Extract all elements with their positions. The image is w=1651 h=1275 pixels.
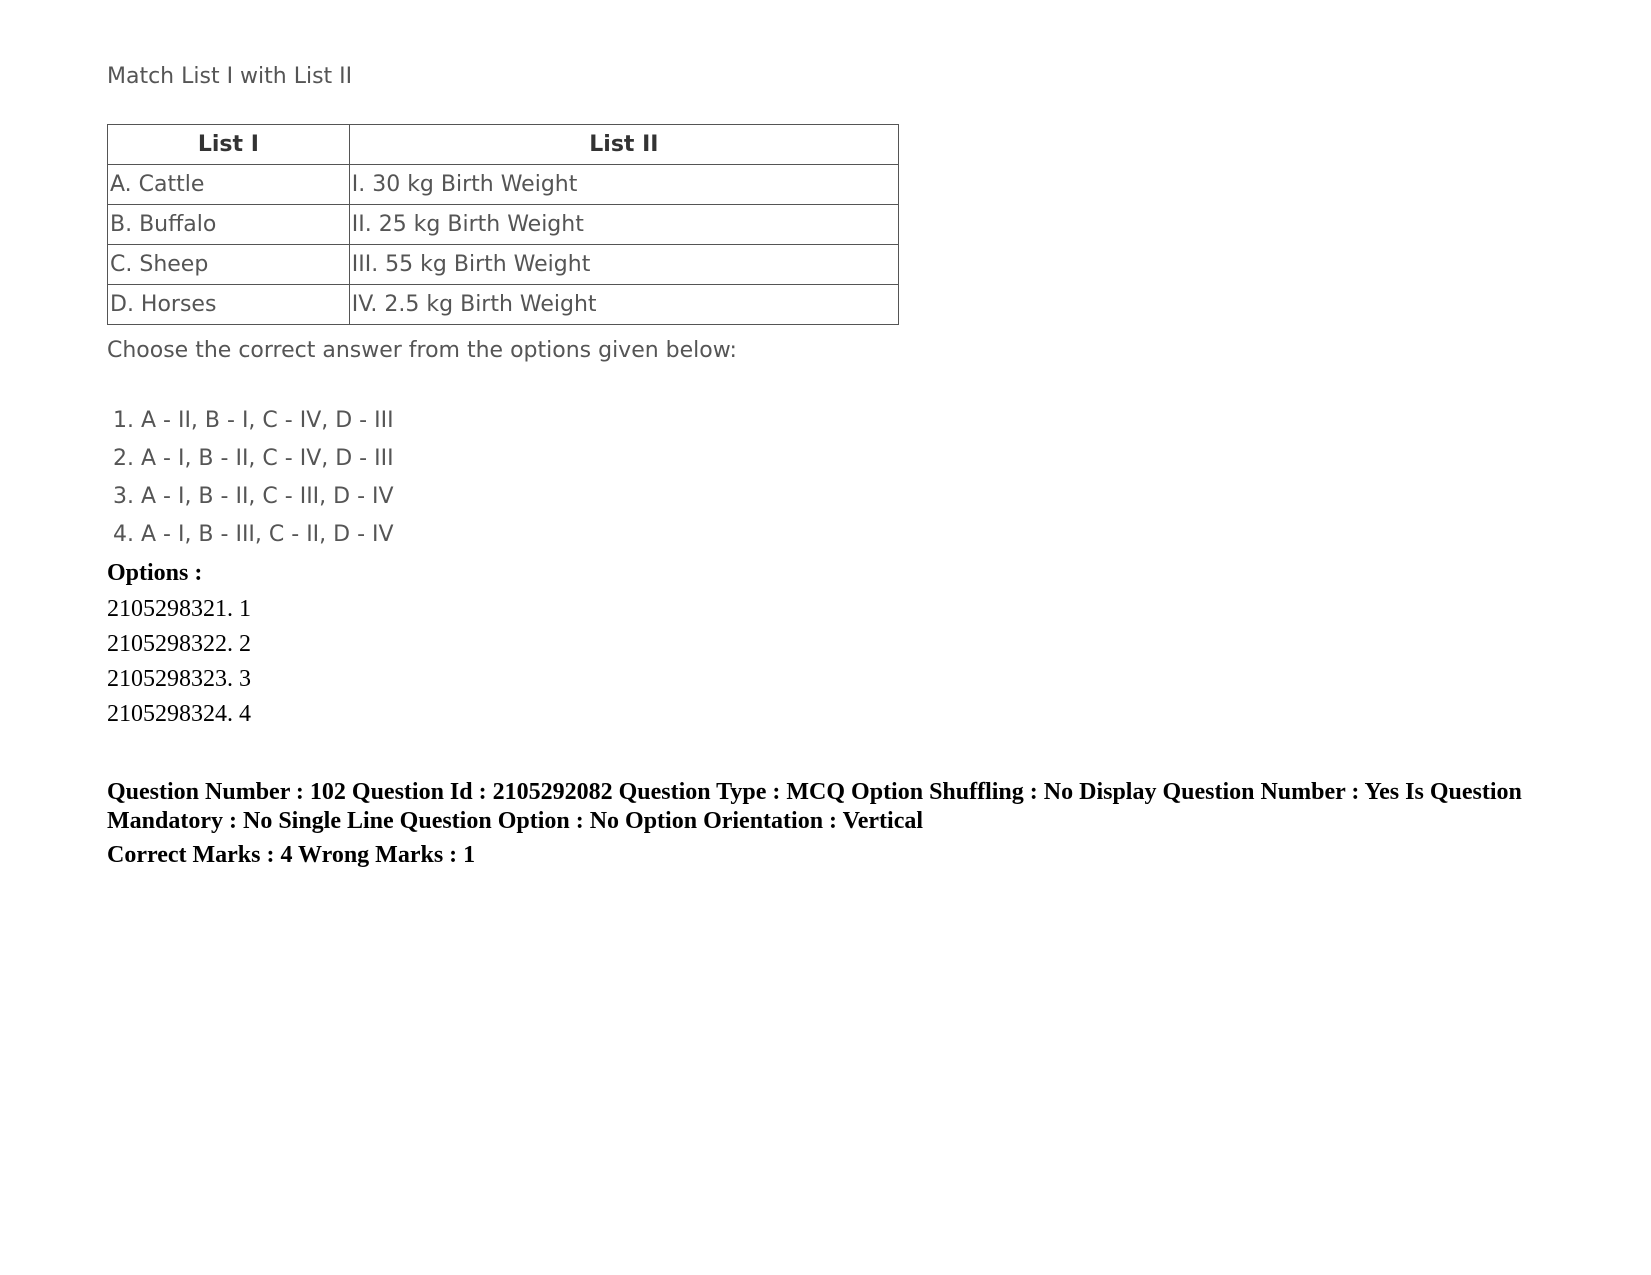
table-cell: D. Horses xyxy=(108,285,350,325)
table-cell: II. 25 kg Birth Weight xyxy=(349,205,898,245)
table-cell: IV. 2.5 kg Birth Weight xyxy=(349,285,898,325)
table-row xyxy=(108,245,899,285)
answer-choice: 1. A - II, B - I, C - IV, D - III xyxy=(113,408,394,433)
marks-info: Correct Marks : 4 Wrong Marks : 1 xyxy=(107,842,476,868)
option-item: 2105298321. 1 xyxy=(107,596,251,622)
options-heading: Options : xyxy=(107,560,203,586)
table-cell: C. Sheep xyxy=(108,245,350,285)
table-cell: I. 30 kg Birth Weight xyxy=(349,165,898,205)
option-item: 2105298322. 2 xyxy=(107,631,251,657)
question-metadata: Question Number : 102 Question Id : 2105292082 Question Type : MCQ Option Shuffling : No Display Question Number : Yes Is Question Mandatory : No Single Line Question Option : No Option Orientation : Vertical xyxy=(107,779,1522,834)
match-table xyxy=(107,124,899,325)
table-cell: A. Cattle xyxy=(108,165,350,205)
table-header-row xyxy=(108,125,899,165)
question-instruction: Choose the correct answer from the options given below: xyxy=(107,338,737,363)
table-row xyxy=(108,165,899,205)
table-cell: III. 55 kg Birth Weight xyxy=(349,245,898,285)
table-row xyxy=(108,205,899,245)
answer-choices xyxy=(113,408,394,560)
column-header-list-i: List I xyxy=(108,125,350,165)
answer-choice: 2. A - I, B - II, C - IV, D - III xyxy=(113,446,394,471)
option-item: 2105298323. 3 xyxy=(107,666,251,692)
answer-choice: 4. A - I, B - III, C - II, D - IV xyxy=(113,522,394,547)
column-header-list-ii: List II xyxy=(349,125,898,165)
table-cell: B. Buffalo xyxy=(108,205,350,245)
question-title: Match List I with List II xyxy=(107,64,353,89)
options-list xyxy=(107,595,251,735)
option-item: 2105298324. 4 xyxy=(107,701,251,727)
answer-choice: 3. A - I, B - II, C - III, D - IV xyxy=(113,484,394,509)
table-row xyxy=(108,285,899,325)
